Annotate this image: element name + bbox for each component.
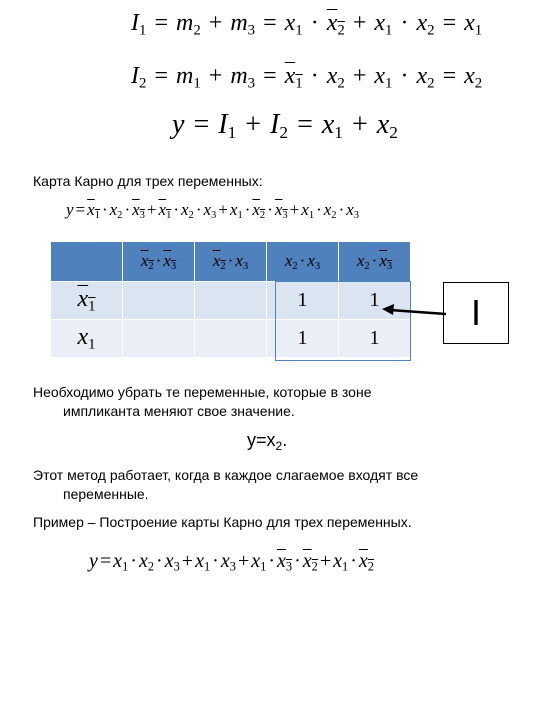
kmap-heading: Карта Карно для трех переменных: — [33, 173, 263, 189]
method-paragraph: Этот метод работает, когда в каждое слагаемое входят все переменные. — [33, 467, 419, 502]
variable: $x_3$ — [307, 250, 321, 273]
variable: $x_3$ — [346, 200, 360, 222]
variable: $x_2$ — [212, 250, 226, 273]
kmap-cell: 1 — [267, 320, 339, 358]
variable: $x_2$ — [252, 200, 266, 222]
kmap-row-label — [51, 320, 123, 358]
kmap-col-header: $x_2 \cdot x_3$ — [195, 242, 267, 282]
variable: $x_1$ — [158, 200, 172, 222]
example-heading: Пример – Построение карты Карно для трех переменных. — [33, 514, 412, 530]
variable: $x_3$ — [163, 250, 177, 273]
kmap-cell — [195, 320, 267, 358]
kmap-row-label — [51, 282, 123, 320]
variable: $x_3$ — [132, 200, 145, 222]
variable: $x_1$ — [77, 285, 96, 315]
variable: $x_2$ — [284, 250, 298, 273]
variable: $x_2$ — [181, 200, 194, 222]
kmap-cell — [123, 320, 195, 358]
variable: $x_3$ — [220, 550, 236, 574]
variable: $x_1$ — [113, 550, 129, 574]
variable: $x_2$ — [356, 250, 370, 273]
kmap-cell: 1 — [339, 282, 411, 320]
variable: $x_2$ — [109, 200, 123, 222]
kmap-col-header: $x_2 \cdot x_3$ — [123, 242, 195, 282]
variable: $x_3$ — [274, 200, 288, 222]
result-formula: $y=x_2$. — [247, 430, 288, 453]
variable: $x_3$ — [379, 250, 393, 273]
variable: $x_1$ — [195, 550, 211, 574]
note-paragraph: Необходимо убрать те переменные, которые в зоне импликанта меняют свое значение. — [33, 384, 372, 419]
variable: $x_2$ — [140, 250, 154, 273]
variable: $x_1$ — [87, 200, 100, 222]
example-formula: $y = x_1 \cdot x_2 \cdot x_3 + x_1 \cdot x_3 + x_1 \cdot x_3 \cdot x_2 + x_1 \cdot x_2$ — [89, 550, 374, 574]
kmap-col-header: $x_2 \cdot x_3$ — [339, 242, 411, 282]
kmap-corner — [51, 242, 123, 282]
variable: $x_2$ — [323, 200, 337, 222]
implicant-label-box: I — [443, 282, 509, 344]
kmap-cell — [195, 282, 267, 320]
variable: $x_1$ — [229, 200, 243, 222]
kmap-cell: 1 — [267, 282, 339, 320]
variable: $x_1$ — [301, 200, 315, 222]
variable: $x_1$ — [77, 323, 96, 353]
variable: $x_2$ — [358, 550, 374, 574]
karnaugh-map — [50, 241, 411, 358]
kmap-formula: $y = x_1 \cdot x_2 \cdot x_3 + x_1 \cdot x_2 \cdot x_3 + x_1 \cdot x_2 \cdot x_3 + x_1 \cdot x_2 \cdot x_3$ — [66, 200, 360, 222]
variable: $x_3$ — [203, 200, 217, 222]
arrow-icon — [380, 300, 446, 324]
kmap-cell: 1 — [339, 320, 411, 358]
variable: $x_1$ — [251, 550, 267, 574]
variable: $x_3$ — [276, 550, 293, 574]
variable: $x_1$ — [333, 550, 349, 574]
formula-i1: $I_1 = m_2 + m_3 = x_1 \cdot x_2 + x_1 \cdot x_2 = x_1$ — [131, 10, 483, 39]
variable: $x_2$ — [138, 550, 155, 574]
variable: $x_3$ — [164, 550, 180, 574]
formula-i2: $I_2 = m_1 + m_3 = x_1 \cdot x_2 + x_1 \cdot x_2 = x_2$ — [131, 63, 483, 92]
kmap-col-header: $x_2 \cdot x_3$ — [267, 242, 339, 282]
variable: $x_2$ — [302, 550, 318, 574]
formula-y-sum: $y = I_1 + I_2 = x_1 + x_2$ — [172, 109, 398, 143]
kmap-cell — [123, 282, 195, 320]
variable: $x_3$ — [235, 250, 249, 273]
